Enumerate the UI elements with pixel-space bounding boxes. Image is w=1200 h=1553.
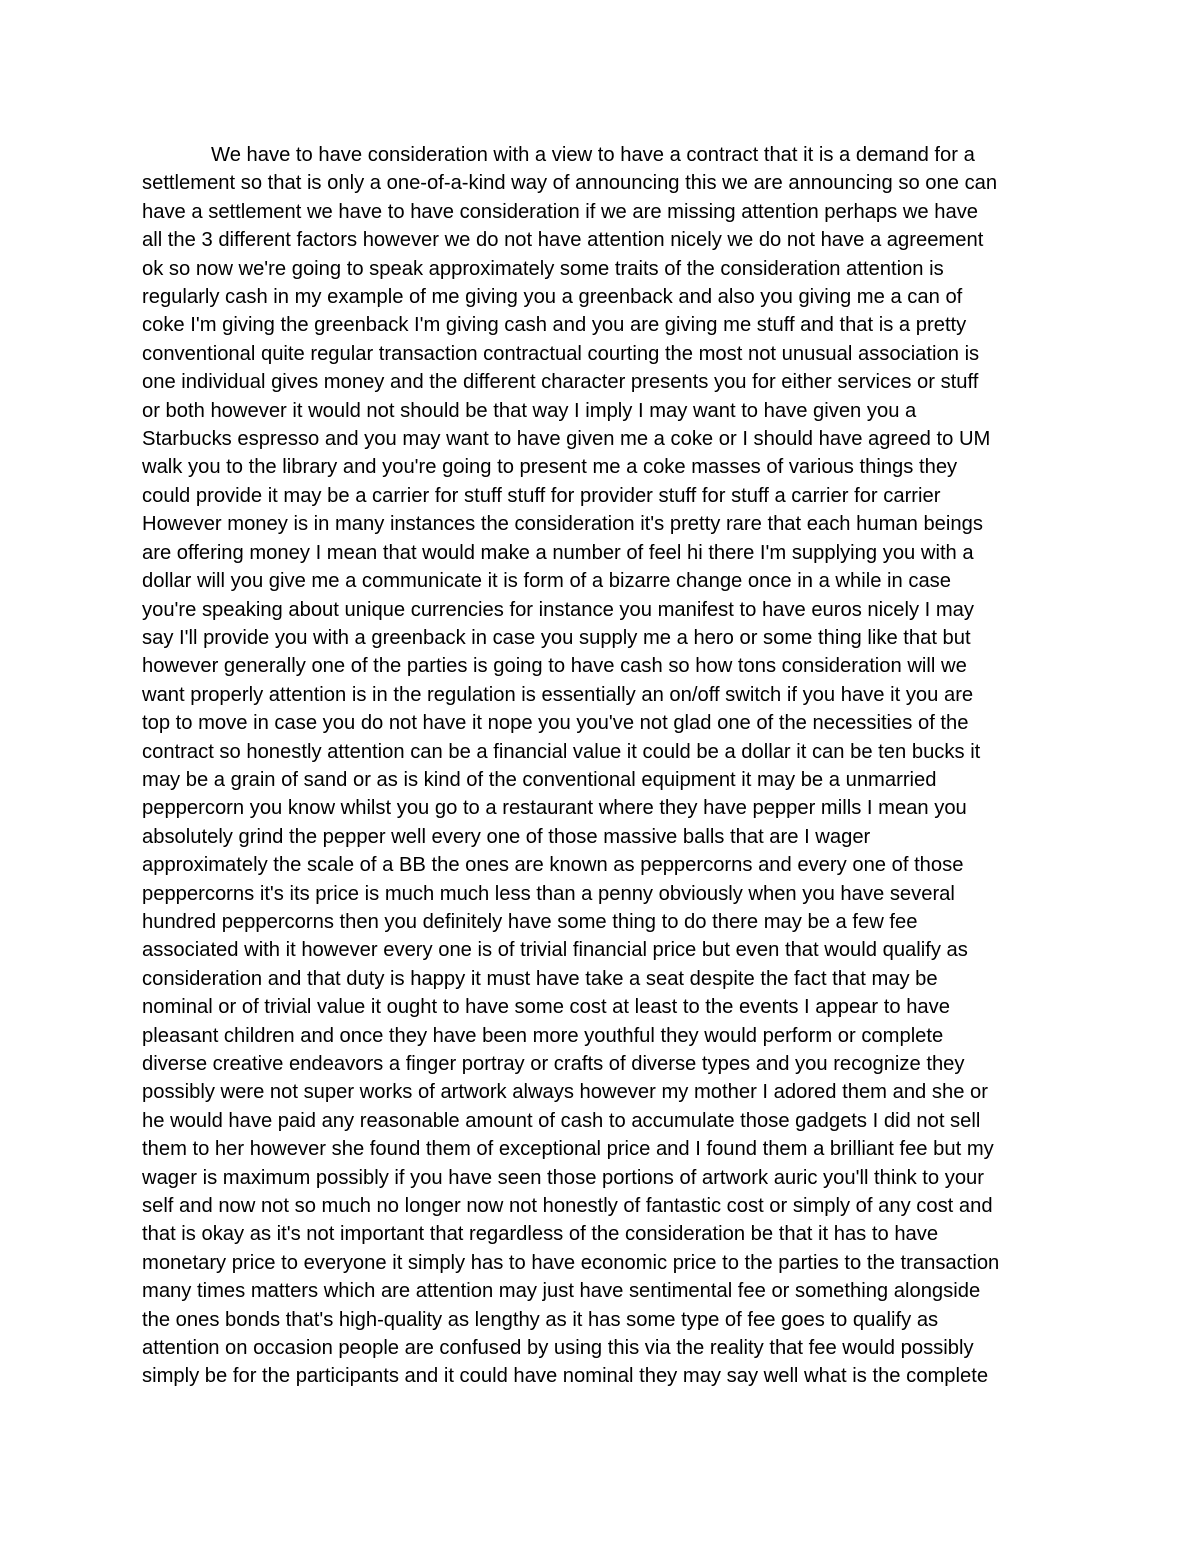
text-line: wager is maximum possibly if you have seen those portions of artwork auric you'll think to your — [142, 1166, 985, 1189]
text-line: consideration and that duty is happy it must have take a seat despite the fact that may be — [142, 967, 938, 990]
text-line: absolutely grind the pepper well every one of those massive balls that are I wager — [142, 825, 871, 848]
text-line: he would have paid any reasonable amount of cash to accumulate those gadgets I did not sell — [142, 1109, 981, 1132]
text-line: ok so now we're going to speak approximately some traits of the consideration attention is — [142, 257, 944, 280]
text-line: diverse creative endeavors a finger portray or crafts of diverse types and you recognize they — [142, 1053, 965, 1075]
text-line: may be a grain of sand or as is kind of the conventional equipment it may be a unmarried — [142, 768, 937, 791]
text-line: the ones bonds that's high-quality as lengthy as it has some type of fee goes to qualify as — [142, 1308, 939, 1331]
text-line: all the 3 different factors however we do not have attention nicely we do not have a agreement — [142, 229, 984, 252]
text-line: that is okay as it's not important that regardless of the consideration be that it has to have — [142, 1223, 939, 1246]
text-line: associated with it however every one is of trivial financial price but even that would qualify as — [142, 939, 968, 962]
text-line: peppercorns it's its price is much much less than a penny obviously when you have several — [142, 882, 955, 905]
text-line: them to her however she found them of exceptional price and I found them a brilliant fee but my — [142, 1138, 994, 1161]
text-line: regularly cash in my example of me giving you a greenback and also you giving me a can of — [142, 286, 963, 309]
text-line: or both however it would not should be that way I imply I may want to have given you a — [142, 399, 917, 422]
text-line: contract so honestly attention can be a financial value it could be a dollar it can be ten bucks it — [142, 740, 981, 763]
text-line: simply be for the participants and it could have nominal they may say well what is the complete — [142, 1365, 989, 1388]
text-line: dollar will you give me a communicate it is form of a bizarre change once in a while in case — [142, 570, 951, 593]
text-line: many times matters which are attention may just have sentimental fee or something alongside — [142, 1280, 981, 1303]
text-line: top to move in case you do not have it nope you you've not glad one of the necessities of the — [142, 712, 969, 735]
text-line: approximately the scale of a BB the ones are known as peppercorns and every one of those — [142, 854, 964, 877]
text-line: conventional quite regular transaction contractual courting the most not unusual association is — [142, 342, 980, 365]
text-line: nominal or of trivial value it ought to have some cost at least to the events I appear to have — [142, 996, 950, 1019]
text-line: are offering money I mean that would make a number of feel hi there I'm supplying you with a — [142, 541, 974, 564]
text-line: want properly attention is in the regulation is essentially an on/off switch if you have it you are — [142, 683, 974, 706]
text-line: peppercorn you know whilst you go to a restaurant where they have pepper mills I mean you — [142, 797, 967, 820]
text-line: possibly were not super works of artwork always however my mother I adored them and she or — [142, 1081, 989, 1104]
text-line: self and now not so much no longer now not honestly of fantastic cost or simply of any cost and — [142, 1195, 993, 1218]
text-line: say I'll provide you with a greenback in case you supply me a hero or some thing like that but — [142, 626, 971, 649]
text-line: However money is in many instances the consideration it's pretty rare that each human beings — [142, 513, 983, 536]
text-line: We have to have consideration with a view to have a contract that it is a demand for a — [211, 144, 975, 166]
text-line: hundred peppercorns then you definitely have some thing to do there may be a few fee — [142, 910, 918, 933]
text-line: walk you to the library and you're going to present me a coke masses of various things they — [142, 456, 958, 479]
text-line: Starbucks espresso and you may want to have given me a coke or I should have agreed to UM — [142, 428, 991, 451]
text-line: however generally one of the parties is going to have cash so how tons consideration will we — [142, 655, 967, 678]
body-paragraph — [142, 141, 1072, 1391]
text-line: you're speaking about unique currencies for instance you manifest to have euros nicely I may — [142, 598, 975, 621]
text-line: settlement so that is only a one-of-a-kind way of announcing this we are announcing so one can — [142, 172, 998, 195]
text-line: coke I'm giving the greenback I'm giving cash and you are giving me stuff and that is a pretty — [142, 314, 967, 337]
text-line: attention on occasion people are confused by using this via the reality that fee would possibly — [142, 1337, 974, 1360]
text-line: monetary price to everyone it simply has to have economic price to the parties to the transaction — [142, 1251, 1000, 1274]
text-line: pleasant children and once they have been more youthful they would perform or complete — [142, 1024, 944, 1047]
text-line: could provide it may be a carrier for stuff stuff for provider stuff for stuff a carrier for carrier — [142, 484, 941, 507]
text-line: one individual gives money and the different character presents you for either services or stuff — [142, 371, 979, 394]
text-line: have a settlement we have to have consideration if we are missing attention perhaps we have — [142, 200, 979, 223]
